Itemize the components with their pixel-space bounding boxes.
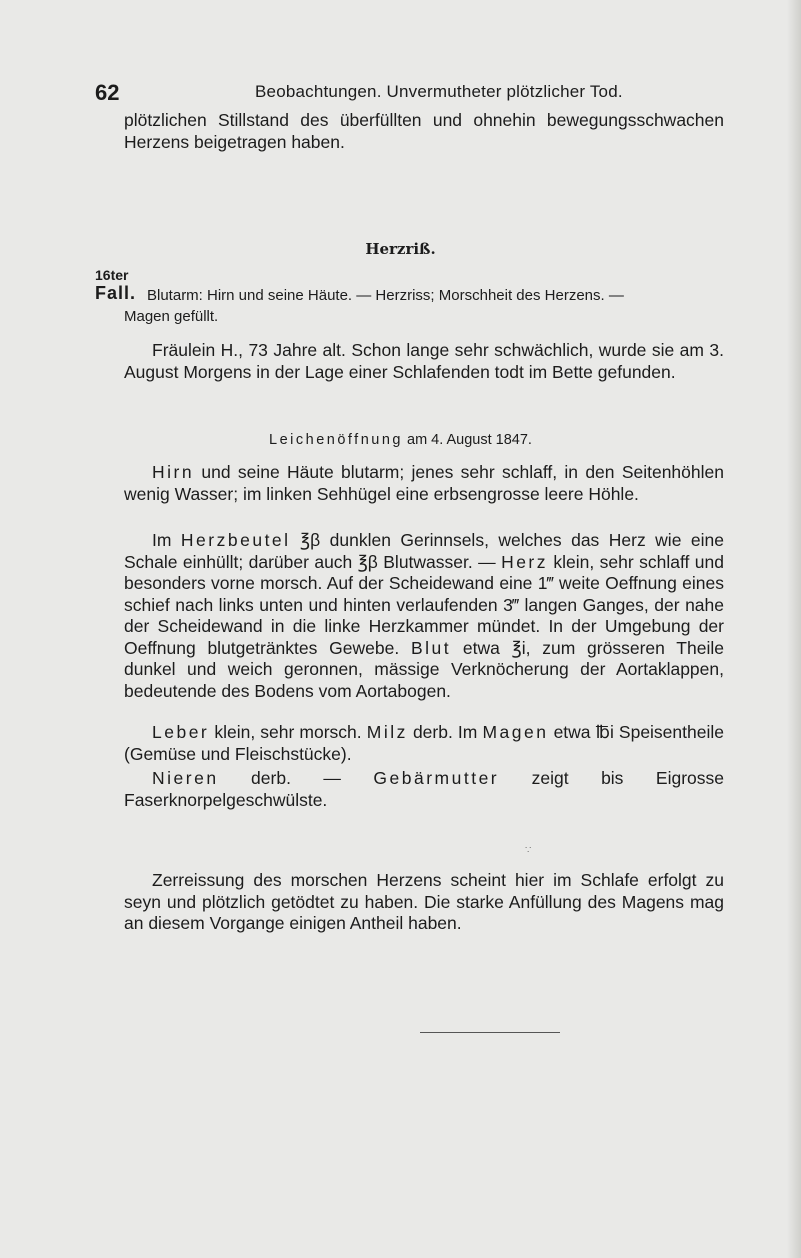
separator-mark: ∵ — [525, 845, 532, 856]
term-hirn: Hirn — [152, 462, 195, 482]
text-herz: klein, sehr schlaff und besonders vorne morsch. Auf der Scheidewand eine 1‴ weite Oeffnung eines schief nach links unten und hinten verlaufenden 3‴ langen Ganges, der nahe der Scheidewand in die linke Herzkammer mündet. In der Umgebung der Oeffnung blutgetränktes Gewebe. — [124, 551, 724, 658]
term-magen: Magen — [482, 722, 549, 742]
text-leber: klein, sehr morsch. — [214, 722, 362, 742]
autopsy-label: Leichenöffnung — [269, 432, 403, 448]
findings-hirn-paragraph — [124, 462, 724, 505]
text-magen: etwa ℔i Speisentheile (Gemüse und Fleischstücke). — [124, 722, 724, 764]
term-leber: Leber — [152, 722, 210, 742]
findings-nieren-paragraph — [124, 768, 724, 811]
case-summary-line1: Blutarm: Hirn und seine Häute. — Herzriss; Morschheit des Herzens. — — [147, 287, 624, 304]
term-nieren: Nieren — [152, 768, 219, 788]
term-gebaermutter: Gebärmutter — [373, 768, 500, 788]
text-gebaermutter: zeigt bis Eigrosse Faserknorpelgeschwülste. — [124, 768, 724, 810]
text-milz: derb. Im — [412, 722, 478, 742]
conclusion-paragraph: Zerreissung des morschen Herzens scheint hier im Schlafe erfolgt zu seyn und plötzlich getödtet zu haben. Die starke Anfüllung des Magens mag an diesem Vorgange einigen Antheil haben. — [124, 870, 724, 933]
patient-paragraph: Fräulein H., 73 Jahre alt. Schon lange sehr schwächlich, wurde sie am 3. August Morgens in der Lage einer Schlafenden todt im Bette gefunden. — [124, 340, 724, 382]
autopsy-line — [0, 432, 801, 448]
findings-organs-paragraph — [124, 722, 724, 765]
text-im: Im — [152, 530, 172, 550]
case-label — [95, 267, 136, 304]
term-blut: Blut — [410, 637, 452, 658]
term-milz: Milz — [366, 722, 408, 742]
page-header — [95, 80, 655, 108]
case-summary-line2: Magen gefüllt. — [124, 308, 219, 325]
section-heading: Herzriß. — [365, 240, 436, 258]
page-number: 62 — [95, 80, 120, 105]
text-blut: etwa ℥i, zum grösseren Theile dunkel und weich geronnen, mässige Verknöcherung der Aortaklappen, bedeutende des Bodens vom Aortabogen. — [124, 637, 724, 701]
bottom-rule — [420, 1032, 560, 1033]
page-edge-shadow — [787, 0, 801, 1258]
term-herzbeutel: Herzbeutel — [180, 530, 291, 550]
case-number: 16ter — [95, 267, 129, 283]
term-herz: Herz — [501, 551, 549, 572]
text-nieren: derb. — — [251, 768, 341, 788]
intro-paragraph: plötzlichen Stillstand des überfüllten und ohnehin bewegungsschwachen Herzens beigetragen haben. — [124, 110, 724, 152]
autopsy-date: am 4. August 1847. — [407, 432, 532, 448]
text-herzbeutel: ℥β dunklen Gerinnsels, welches das Herz wie eine Schale einhüllt; darüber auch ℥β Blutwasser. — — [124, 530, 724, 572]
text-hirn: und seine Häute blutarm; jenes sehr schlaff, in den Seitenhöhlen wenig Wasser; im linken Sehhügel eine erbsengrosse leere Höhle. — [124, 462, 724, 504]
findings-main-paragraph — [124, 530, 724, 702]
running-head: Beobachtungen. Unvermutheter plötzlicher Tod. — [255, 82, 623, 101]
case-word: Fall. — [95, 283, 137, 303]
